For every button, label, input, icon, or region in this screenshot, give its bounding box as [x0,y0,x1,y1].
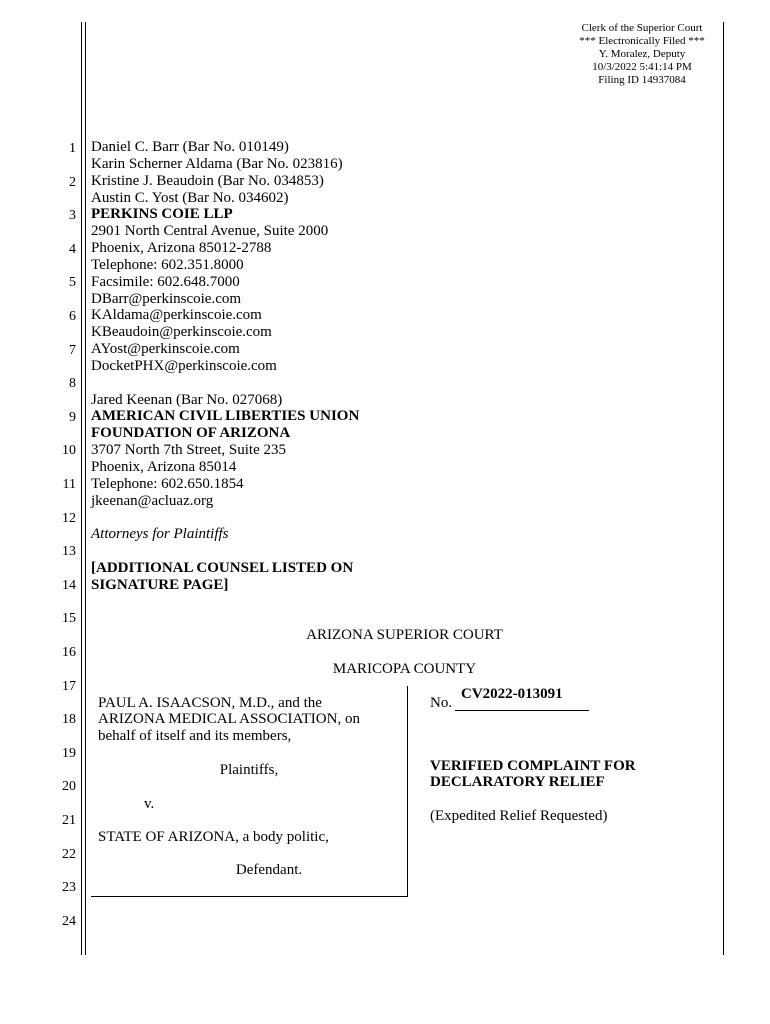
line-number: 12 [62,511,76,526]
additional-counsel: SIGNATURE PAGE] [91,577,229,593]
counsel-line: Telephone: 602.351.8000 [91,257,244,273]
attorneys-for: Attorneys for Plaintiffs [91,526,229,542]
versus: v. [144,796,155,812]
line-number: 14 [62,578,76,593]
firm-name: PERKINS COIE LLP [91,206,233,222]
line-number: 7 [69,343,76,358]
defendant-label: Defendant. [235,862,303,878]
counsel-line: Kristine J. Beaudoin (Bar No. 034853) [91,173,324,189]
line-number: 22 [62,847,76,862]
plaintiffs-party: PAUL A. ISAACSON, M.D., and the [98,695,322,711]
case-no-label: No. [430,695,453,711]
counsel-email: DocketPHX@perkinscoie.com [91,358,277,374]
additional-counsel: [ADDITIONAL COUNSEL LISTED ON [91,560,354,576]
line-number: 3 [69,208,76,223]
caption-bottom-rule [91,896,408,897]
stamp-line: Y. Moralez, Deputy [598,48,686,60]
counsel-email: AYost@perkinscoie.com [91,341,240,357]
counsel-line: Karin Scherner Aldama (Bar No. 023816) [91,156,343,172]
line-number: 11 [62,477,76,492]
line-number: 23 [62,880,76,895]
counsel-line: Daniel C. Barr (Bar No. 010149) [91,139,289,155]
document-title: VERIFIED COMPLAINT FOR [430,758,636,774]
line-number: 2 [69,175,76,190]
counsel-email: DBarr@perkinscoie.com [91,291,242,307]
stamp-line: Clerk of the Superior Court [581,22,703,34]
counsel-line: Phoenix, Arizona 85012-2788 [91,240,272,256]
counsel-line: Jared Keenan (Bar No. 027068) [91,392,283,408]
counsel-line: Facsimile: 602.648.7000 [91,274,240,290]
counsel-email: KAldama@perkinscoie.com [91,307,262,323]
document-title: DECLARATORY RELIEF [430,774,605,790]
case-number-underline [455,710,589,711]
line-number: 16 [62,645,76,660]
line-number: 21 [62,813,76,828]
plaintiffs-label: Plaintiffs, [219,762,279,778]
line-number: 9 [69,410,76,425]
line-number: 4 [69,242,76,257]
relief-note: (Expedited Relief Requested) [430,808,608,824]
left-margin-rule-outer [81,22,82,955]
counsel-line: Austin C. Yost (Bar No. 034602) [91,190,289,206]
right-margin-rule [723,22,724,955]
counsel-line: 3707 North 7th Street, Suite 235 [91,442,286,458]
plaintiffs-party: ARIZONA MEDICAL ASSOCIATION, on [98,711,360,727]
line-number: 17 [62,679,76,694]
line-number: 8 [69,376,76,391]
court-name: ARIZONA SUPERIOR COURT [306,627,503,643]
stamp-line: *** Electronically Filed *** [579,35,705,47]
counsel-line: Phoenix, Arizona 85014 [91,459,237,475]
plaintiffs-party: behalf of itself and its members, [98,728,292,744]
line-number: 13 [62,544,76,559]
counsel-line: 2901 North Central Avenue, Suite 2000 [91,223,329,239]
line-number: 24 [62,914,76,929]
county-name: MARICOPA COUNTY [332,661,477,677]
counsel-line: Telephone: 602.650.1854 [91,476,244,492]
defendant-party: STATE OF ARIZONA, a body politic, [98,829,329,845]
stamp-line: Filing ID 14937084 [598,74,686,86]
line-number: 5 [69,275,76,290]
filing-stamp [560,22,724,87]
stamp-line: 10/3/2022 5:41:14 PM [592,61,692,73]
firm-name: AMERICAN CIVIL LIBERTIES UNION [91,408,360,424]
counsel-email: KBeaudoin@perkinscoie.com [91,324,272,340]
line-number: 19 [62,746,76,761]
line-number: 1 [69,141,76,156]
line-number: 6 [69,309,76,324]
line-number: 20 [62,779,76,794]
left-margin-rule-inner [85,22,86,955]
firm-name: FOUNDATION OF ARIZONA [91,425,291,441]
counsel-email: jkeenan@acluaz.org [91,493,214,509]
line-number: 15 [62,611,76,626]
case-number: CV2022-013091 [461,686,563,702]
line-number: 10 [62,443,76,458]
line-number: 18 [62,712,76,727]
